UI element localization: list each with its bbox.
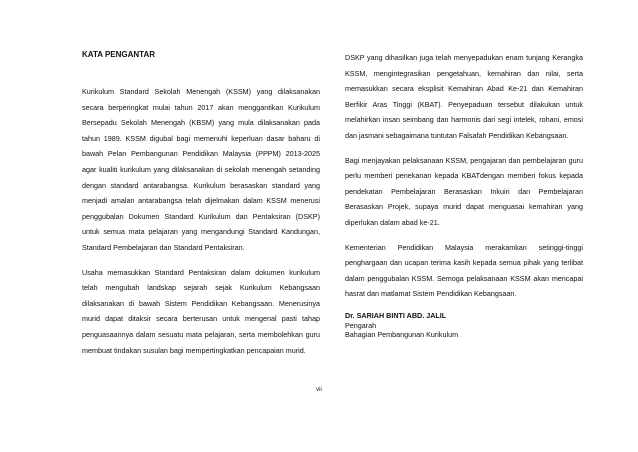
section-heading: KATA PENGANTAR bbox=[82, 50, 156, 59]
body-paragraph: DSKP yang dihasilkan juga telah menyepadukan enam tunjang Kerangka KSSM, mengintegrasikan pengetahuan, kemahiran dan nilai, serta memasukkan secara eksplisit Kemahiran Abad Ke-21 dan Kemahiran Berfikir Aras Tinggi (KBAT). Penyepaduan tersebut dilakukan untuk melahirkan insan seimbang dan harmonis dari segi intelek, rohani, emosi dan jasmani sebagaimana tuntutan Falsafah Pendidikan Kebangsaan. bbox=[345, 53, 583, 140]
signatory-name: Dr. SARIAH BINTI ABD. JALIL bbox=[345, 310, 447, 320]
page-number: vii bbox=[316, 387, 322, 393]
signatory-department: Bahagian Pembangunan Kurikulum bbox=[345, 330, 459, 340]
body-paragraph: Kementerian Pendidikan Malaysia merakamkan setinggi-tinggi penghargaan dan ucapan terima kasih kepada semua pihak yang terlibat dalam penggubalan KSSM. Semoga pelaksanaan KSSM akan mencapai hasrat dan matlamat Sistem Pendidikan Kebangsaan. bbox=[345, 242, 583, 299]
left-column bbox=[82, 50, 320, 367]
body-paragraph: Usaha memasukkan Standard Pentaksiran dalam dokumen kurikulum telah mengubah landskap sejarah sejak Kurikulum Kebangsaan dilaksanakan di bawah Sistem Pendidikan Kebangsaan. Menerusinya murid dapat ditaksir secara berterusan untuk mengenal pasti tahap penguasaannya dalam sesuatu mata pelajaran, serta membolehkan guru membuat tindakan susulan bagi mempertingkatkan pencapaian murid. bbox=[82, 267, 320, 355]
body-paragraph: Kurikulum Standard Sekolah Menengah (KSSM) yang dilaksanakan secara berperingkat mulai tahun 2017 akan menggantikan Kurikulum Bersepadu Sekolah Menengah (KBSM) yang mula dilaksanakan pada tahun 1989. KSSM digubal bagi memenuhi keperluan dasar baharu di bawah Pelan Pembangunan Pendidikan Malaysia (PPPM) 2013-2025 agar kualiti kurikulum yang dilaksanakan di sekolah menengah setanding dengan standard antarabangsa. Kurikulum berasaskan standard yang menjadi amalan antarabangsa telah dijelmakan dalam KSSM menerusi penggubalan Dokumen Standard Kurikulum dan Pentaksiran (DSKP) untuk semua mata pelajaran yang mengandungi Standard Kandungan, Standard Pembelajaran dan Standard Pentaksiran. bbox=[82, 87, 320, 252]
body-paragraph: Bagi menjayakan pelaksanaan KSSM, pengajaran dan pembelajaran guru perlu memberi penekanan kepada KBATdengan memberi fokus kepada pendekatan Pembelajaran Berasaskan Inkuiri dan Pembelajaran Berasaskan Projek, supaya murid dapat menguasai kemahiran yang diperlukan dalam abad ke-21. bbox=[345, 155, 583, 227]
signatory-title: Pengarah bbox=[345, 320, 377, 330]
right-column bbox=[345, 50, 583, 340]
